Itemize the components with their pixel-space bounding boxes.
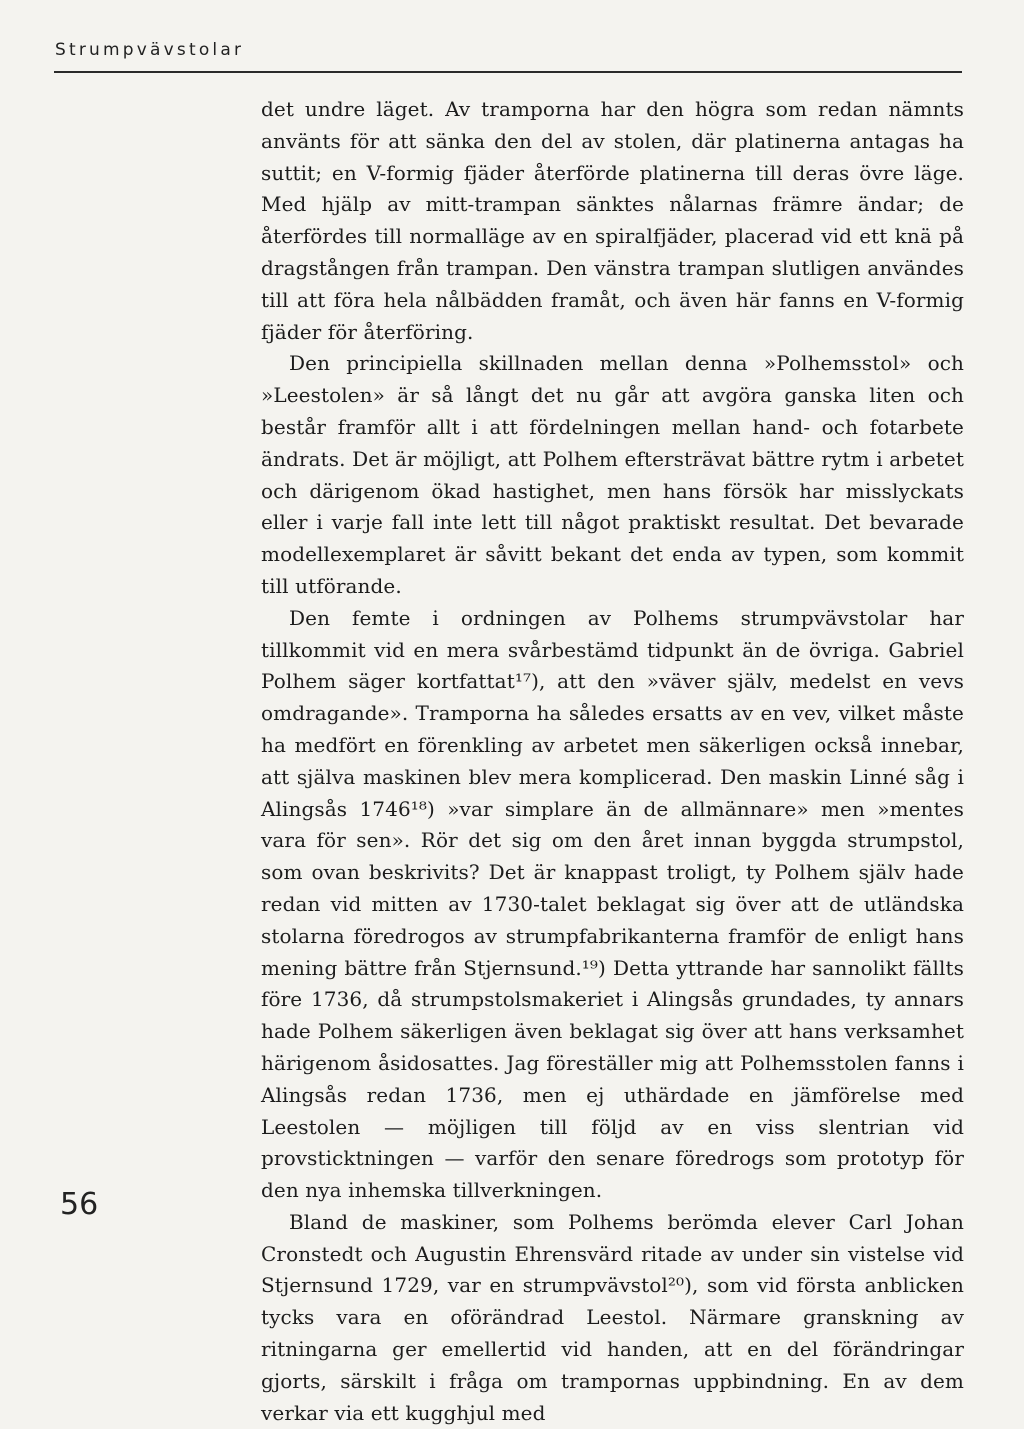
header-rule bbox=[54, 71, 962, 73]
body-text bbox=[261, 94, 964, 1429]
paragraph-4: Bland de maskiner, som Polhems berömda elever Carl Johan Cronstedt och Augustin Ehrensvärd ritade av under sin vistelse vid Stjernsund 1729, var en strumpvävstol²⁰), som vid första anblicken tycks vara en oförändrad Leestol. Närmare granskning av ritningarna ger emellertid vid handen, att en del förändringar gjorts, särskilt i fråga om trampornas uppbindning. En av dem verkar via ett kugghjul med bbox=[261, 1209, 964, 1425]
paragraph-1: det undre läget. Av tramporna har den högra som redan nämnts använts för att sänka den del av stolen, där platinerna antagas ha suttit; en V-formig fjäder återförde platinerna till deras övre läge. Med hjälp av mitt-trampan sänktes nålarnas främre ändar; de återfördes till normalläge av en spiralfjäder, placerad vid ett knä på dragstången från trampan. Den vänstra trampan slutligen användes till att föra hela nålbädden framåt, och även här fanns en V-formig fjäder för återföring. bbox=[261, 97, 964, 344]
paragraph-2: Den principiella skillnaden mellan denna »Polhemsstol» och »Leestolen» är så långt det nu går att avgöra ganska liten och består framför allt i att fördelningen mellan hand- och fotarbete ändrats. Det är möjligt, att Polhem eftersträvat bättre rytm i arbetet och därigenom ökad hastighet, men hans försök har misslyckats eller i varje fall inte lett till något praktiskt resultat. Det bevarade modellexemplaret är såvitt bekant det enda av typen, som kommit till utförande. bbox=[261, 351, 964, 598]
paragraph-3: Den femte i ordningen av Polhems strumpvävstolar har tillkommit vid en mera svårbestämd tidpunkt än de övriga. Gabriel Polhem säger kortfattat¹⁷), att den »väver själv, medelst en vevs omdragande». Tramporna ha således ersatts av en vev, vilket måste ha medfört en förenkling av arbetet men säkerligen också innebar, att själva maskinen blev mera komplicerad. Den maskin Linné såg i Alingsås 1746¹⁸) »var simplare än de allmännare» men »mentes vara för sen». Rör det sig om den året innan byggda strumpstol, som ovan beskrivits? Det är knappast troligt, ty Polhem själv hade redan vid mitten av 1730-talet beklagat sig över att de utländska stolarna föredrogos av strumpfabrikanterna framför de enligt hans mening bättre från Stjernsund.¹⁹) Detta yttrande har sannolikt fällts före 1736, då strumpstolsmakeriet i Alingsås grundades, ty annars hade Polhem säkerligen även beklagat sig över att hans verksamhet härigenom åsidosattes. Jag föreställer mig att Polhemsstolen fanns i Alingsås redan 1736, men ej uthärdade en jämförelse med Leestolen — möjligen till följd av en viss slentrian vid provsticktningen — varför den senare föredrogs som prototyp för den nya inhemska tillverkningen. bbox=[261, 605, 964, 1203]
running-head: Strumpvävstolar bbox=[55, 40, 245, 60]
page-number: 56 bbox=[60, 1187, 99, 1222]
